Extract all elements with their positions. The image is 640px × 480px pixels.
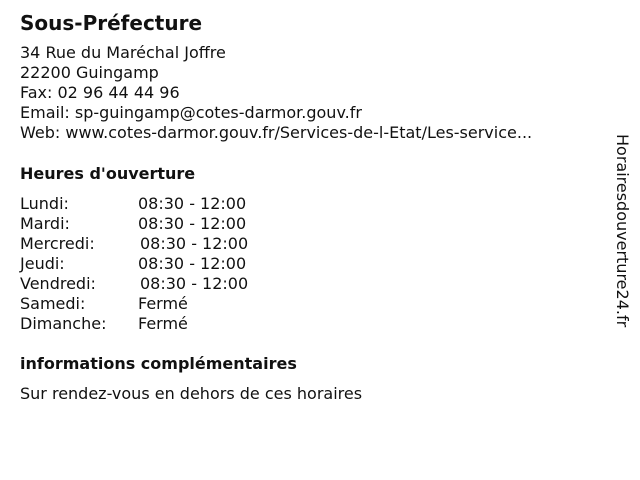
day-label: Samedi: (20, 294, 86, 313)
time-value: Fermé (138, 294, 188, 313)
fax-number: Fax: 02 96 44 44 96 (20, 83, 180, 102)
site-watermark: Horairesdouverture24.fr (613, 134, 632, 328)
time-value: 08:30 - 12:00 (140, 234, 249, 253)
time-value: 08:30 - 12:00 (140, 274, 249, 293)
info-text: Sur rendez-vous en dehors de ces horaires (20, 384, 363, 403)
hours-heading: Heures d'ouverture (20, 164, 196, 183)
time-value: 08:30 - 12:00 (138, 254, 247, 273)
page-title: Sous-Préfecture (20, 11, 203, 35)
day-label: Mercredi: (20, 234, 95, 253)
time-value: 08:30 - 12:00 (138, 194, 247, 213)
web-link[interactable]: Web: www.cotes-darmor.gouv.fr/Services-de-l-Etat/Les-service... (20, 123, 533, 142)
email-link[interactable]: Email: sp-guingamp@cotes-darmor.gouv.fr (20, 103, 362, 122)
day-label: Lundi: (20, 194, 69, 213)
day-label: Jeudi: (20, 254, 65, 273)
day-label: Mardi: (20, 214, 70, 233)
day-label: Dimanche: (20, 314, 107, 333)
day-label: Vendredi: (20, 274, 96, 293)
address-block (20, 43, 600, 143)
time-value: Fermé (138, 314, 188, 333)
street-address: 34 Rue du Maréchal Joffre (20, 43, 226, 62)
city-address: 22200 Guingamp (20, 63, 159, 82)
time-value: 08:30 - 12:00 (138, 214, 247, 233)
info-heading: informations complémentaires (20, 354, 297, 373)
